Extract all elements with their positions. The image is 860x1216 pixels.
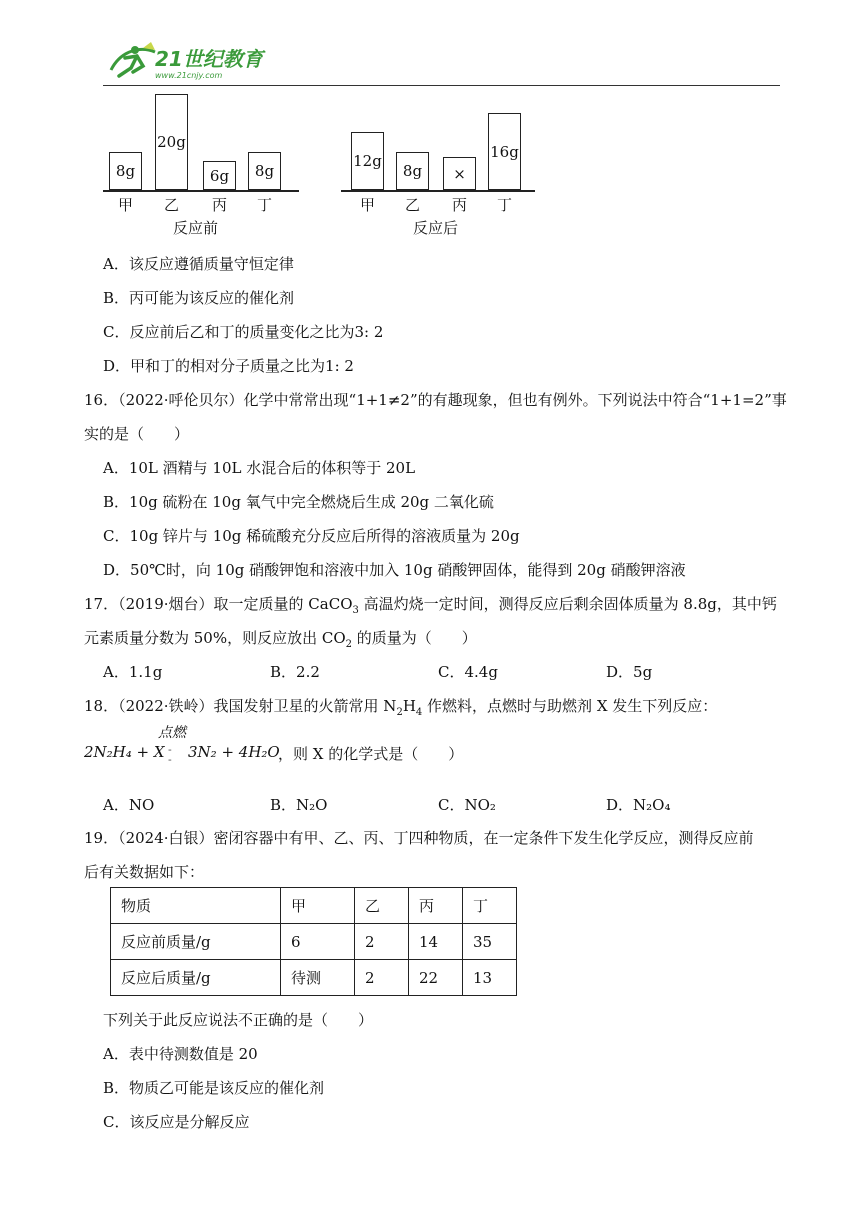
mass-bar bbox=[396, 152, 429, 190]
table-cell: 22 bbox=[409, 960, 463, 996]
q16-option-c: C．10g 锌片与 10g 稀硫酸充分反应后所得的溶液质量为 20g bbox=[103, 527, 520, 545]
table-cell: 甲 bbox=[281, 888, 355, 924]
diagram-caption: 反应前 bbox=[173, 219, 219, 237]
q19-option-c: C．该反应是分解反应 bbox=[103, 1113, 250, 1131]
q19-data-table bbox=[110, 887, 517, 996]
q18-eq-right: 3N₂ + 4H₂O bbox=[188, 743, 280, 761]
q17-option-a: A．1.1g bbox=[103, 663, 163, 681]
q16-stem-2: 实的是（ ） bbox=[84, 425, 190, 443]
baseline bbox=[341, 190, 535, 192]
table-cell: 13 bbox=[463, 960, 517, 996]
category-label: 丙 bbox=[212, 196, 228, 214]
bar-label: 16g bbox=[490, 142, 519, 161]
baseline bbox=[103, 190, 299, 192]
q18-option-c: C．NO₂ bbox=[438, 796, 496, 814]
q18-option-b: B．N₂O bbox=[270, 796, 328, 814]
mass-bar bbox=[109, 152, 142, 190]
mass-bar-diagram bbox=[103, 92, 553, 242]
mass-bar bbox=[351, 132, 384, 190]
table-cell: 6 bbox=[281, 924, 355, 960]
category-label: 甲 bbox=[360, 196, 376, 214]
q19-question: 下列关于此反应说法不正确的是（ ） bbox=[103, 1011, 374, 1029]
table-cell: 丙 bbox=[409, 888, 463, 924]
q19-stem-1: 19．（2024·白银）密闭容器中有甲、乙、丙、丁四种物质，在一定条件下发生化学反应，测得反应前 bbox=[84, 829, 754, 847]
table-header-row bbox=[111, 888, 517, 924]
q16-option-d: D．50℃时，向 10g 硝酸钾饱和溶液中加入 10g 硝酸钾固体，能得到 20g 硝酸钾溶液 bbox=[103, 561, 686, 579]
q17-option-b: B．2.2 bbox=[270, 663, 320, 681]
table-cell: 物质 bbox=[111, 888, 281, 924]
bar-label: × bbox=[453, 164, 466, 183]
q15-option-b: B．丙可能为该反应的催化剂 bbox=[103, 289, 295, 307]
logo bbox=[103, 40, 273, 84]
diagram-caption: 反应后 bbox=[413, 219, 459, 237]
table-cell: 反应前质量/g bbox=[111, 924, 281, 960]
mass-bar bbox=[248, 152, 281, 190]
q17-stem-1: 17．（2019·烟台）取一定质量的 CaCO$_3$ 高温灼烧一定时间，测得反应后剩余固体质量为 8.8g，其中钙 bbox=[84, 595, 777, 616]
table-cell: 35 bbox=[463, 924, 517, 960]
bar-label: 20g bbox=[157, 133, 186, 151]
q15-option-d: D．甲和丁的相对分子质量之比为1: 2 bbox=[103, 357, 354, 375]
header-rule bbox=[103, 85, 780, 86]
q18-eq-tail: ，则 X 的化学式是（ ） bbox=[278, 745, 464, 763]
q15-option-a: A．该反应遵循质量守恒定律 bbox=[103, 255, 294, 273]
table-cell: 2 bbox=[355, 960, 409, 996]
q16-option-b: B．10g 硫粉在 10g 氧气中完全燃烧后生成 20g 二氧化硫 bbox=[103, 493, 494, 511]
table-cell: 乙 bbox=[355, 888, 409, 924]
svg-text:21世纪教育: 21世纪教育 bbox=[155, 47, 263, 71]
bar-label: 6g bbox=[209, 166, 230, 185]
q17-option-d: D．5g bbox=[606, 663, 653, 681]
q18-stem: 18．（2022·铁岭）我国发射卫星的火箭常用 $N_2H_4$ 作燃料，点燃时与助燃剂 X 发生下列反应： bbox=[84, 697, 718, 718]
category-label: 丁 bbox=[497, 196, 513, 214]
q18-eq-sign: - - bbox=[168, 743, 172, 766]
bar-label: 12g bbox=[353, 152, 382, 171]
mass-bar bbox=[443, 157, 476, 190]
q19-option-a: A．表中待测数值是 20 bbox=[103, 1045, 258, 1063]
q18-option-d: D．N₂O₄ bbox=[606, 796, 671, 814]
table-cell: 反应后质量/g bbox=[111, 960, 281, 996]
table-cell: 丁 bbox=[463, 888, 517, 924]
mass-bar bbox=[155, 94, 188, 190]
q19-stem-2: 后有关数据如下： bbox=[84, 863, 205, 881]
table-row bbox=[111, 960, 517, 996]
category-label: 乙 bbox=[405, 196, 421, 214]
bar-label: 8g bbox=[402, 161, 423, 180]
bar-label: 8g bbox=[254, 161, 275, 180]
q16-option-a: A．10L 酒精与 10L 水混合后的体积等于 20L bbox=[103, 459, 416, 477]
q17-option-c: C．4.4g bbox=[438, 663, 498, 681]
table-cell: 14 bbox=[409, 924, 463, 960]
q18-option-a: A．NO bbox=[103, 796, 155, 814]
mass-bar bbox=[203, 161, 236, 190]
q16-stem-1: 16．（2022·呼伦贝尔）化学中常常出现“1+1≠2”的有趣现象，但也有例外。下列说法中符合“1+1=2”事 bbox=[84, 391, 787, 409]
table-cell: 2 bbox=[355, 924, 409, 960]
q18-eq-left: 2N₂H₄ + X bbox=[84, 743, 165, 761]
table-row bbox=[111, 924, 517, 960]
page-header bbox=[0, 0, 860, 90]
category-label: 丁 bbox=[257, 196, 273, 214]
q18-condition: 点燃 bbox=[158, 725, 186, 741]
svg-text:www.21cnjy.com: www.21cnjy.com bbox=[155, 71, 223, 80]
q15-option-c: C．反应前后乙和丁的质量变化之比为3: 2 bbox=[103, 323, 384, 341]
category-label: 甲 bbox=[118, 196, 134, 214]
category-label: 乙 bbox=[164, 196, 180, 214]
bar-label: 8g bbox=[115, 161, 136, 180]
category-label: 丙 bbox=[452, 196, 468, 214]
q19-option-b: B．物质乙可能是该反应的催化剂 bbox=[103, 1079, 325, 1097]
mass-bar bbox=[488, 113, 521, 190]
table-cell: 待测 bbox=[281, 960, 355, 996]
q17-stem-2: 元素质量分数为 50%，则反应放出 $CO_2$ 的质量为（ ） bbox=[84, 629, 477, 650]
